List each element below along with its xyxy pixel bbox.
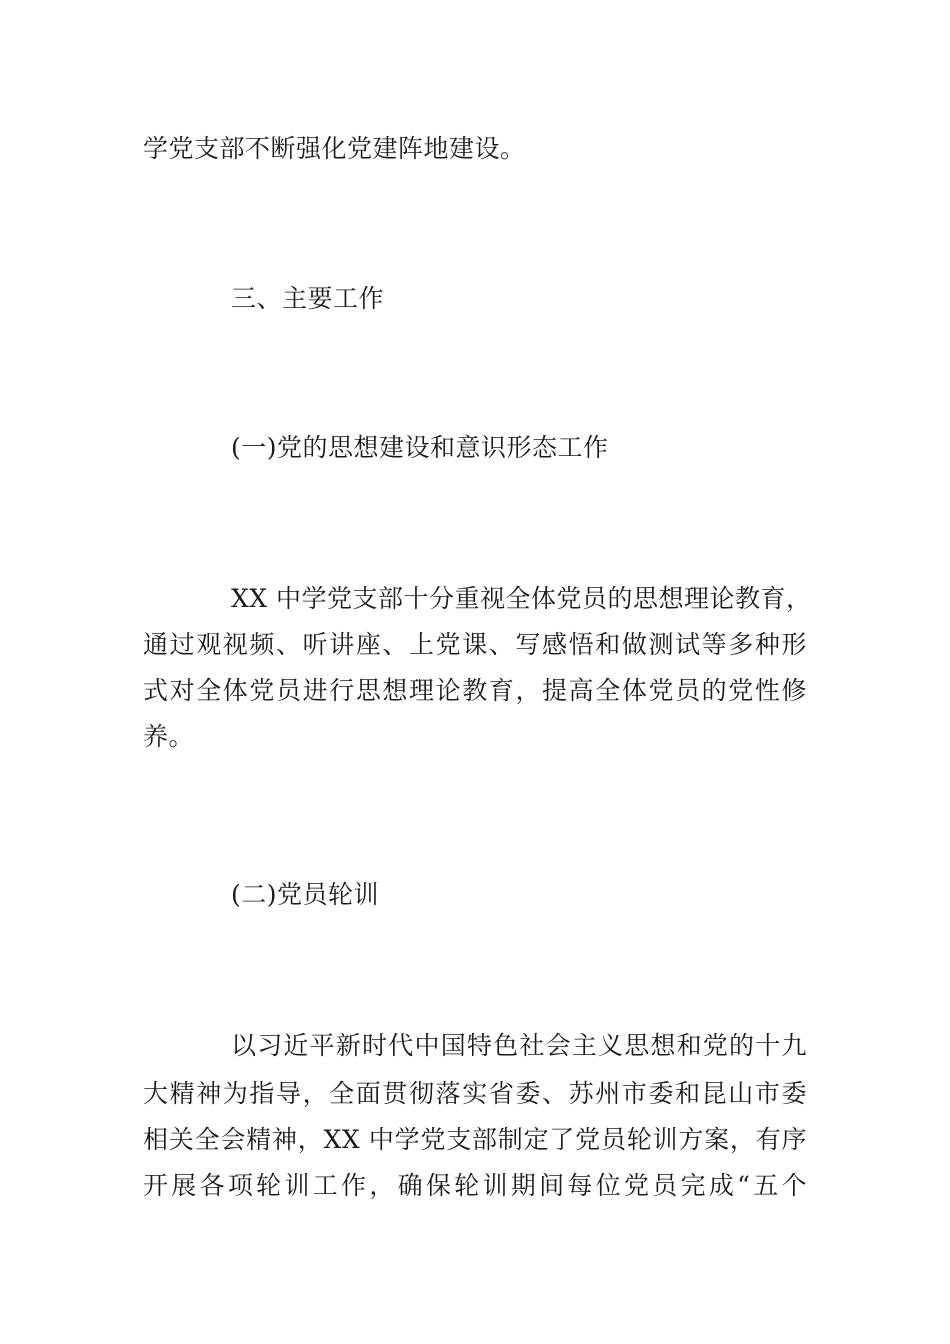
paragraph-continuation-line: 学党支部不断强化党建阵地建设。: [143, 134, 526, 163]
subsection-heading-training: (二)党员轮训: [231, 880, 380, 909]
paragraph-training-line-3: 相关全会精神，XX 中学党支部制定了党员轮训方案，有序: [143, 1125, 807, 1154]
paragraph-training-line-1: 以习近平新时代中国特色社会主义思想和党的十九: [231, 1031, 807, 1060]
subsection-heading-ideology: (一)党的思想建设和意识形态工作: [231, 433, 609, 462]
paragraph-ideology-line-4: 养。: [143, 722, 195, 751]
paragraph-ideology-line-2: 通过观视频、听讲座、上党课、写感悟和做测试等多种形: [143, 630, 807, 659]
paragraph-ideology-line-3: 式对全体党员进行思想理论教育，提高全体党员的党性修: [143, 676, 807, 705]
paragraph-training-line-2: 大精神为指导，全面贯彻落实省委、苏州市委和昆山市委: [143, 1079, 807, 1108]
paragraph-ideology-line-1: XX 中学党支部十分重视全体党员的思想理论教育，: [231, 584, 812, 613]
section-heading-main-work: 三、主要工作: [231, 284, 385, 313]
paragraph-training-line-4: 开展各项轮训工作，确保轮训期间每位党员完成“五个: [143, 1171, 807, 1200]
